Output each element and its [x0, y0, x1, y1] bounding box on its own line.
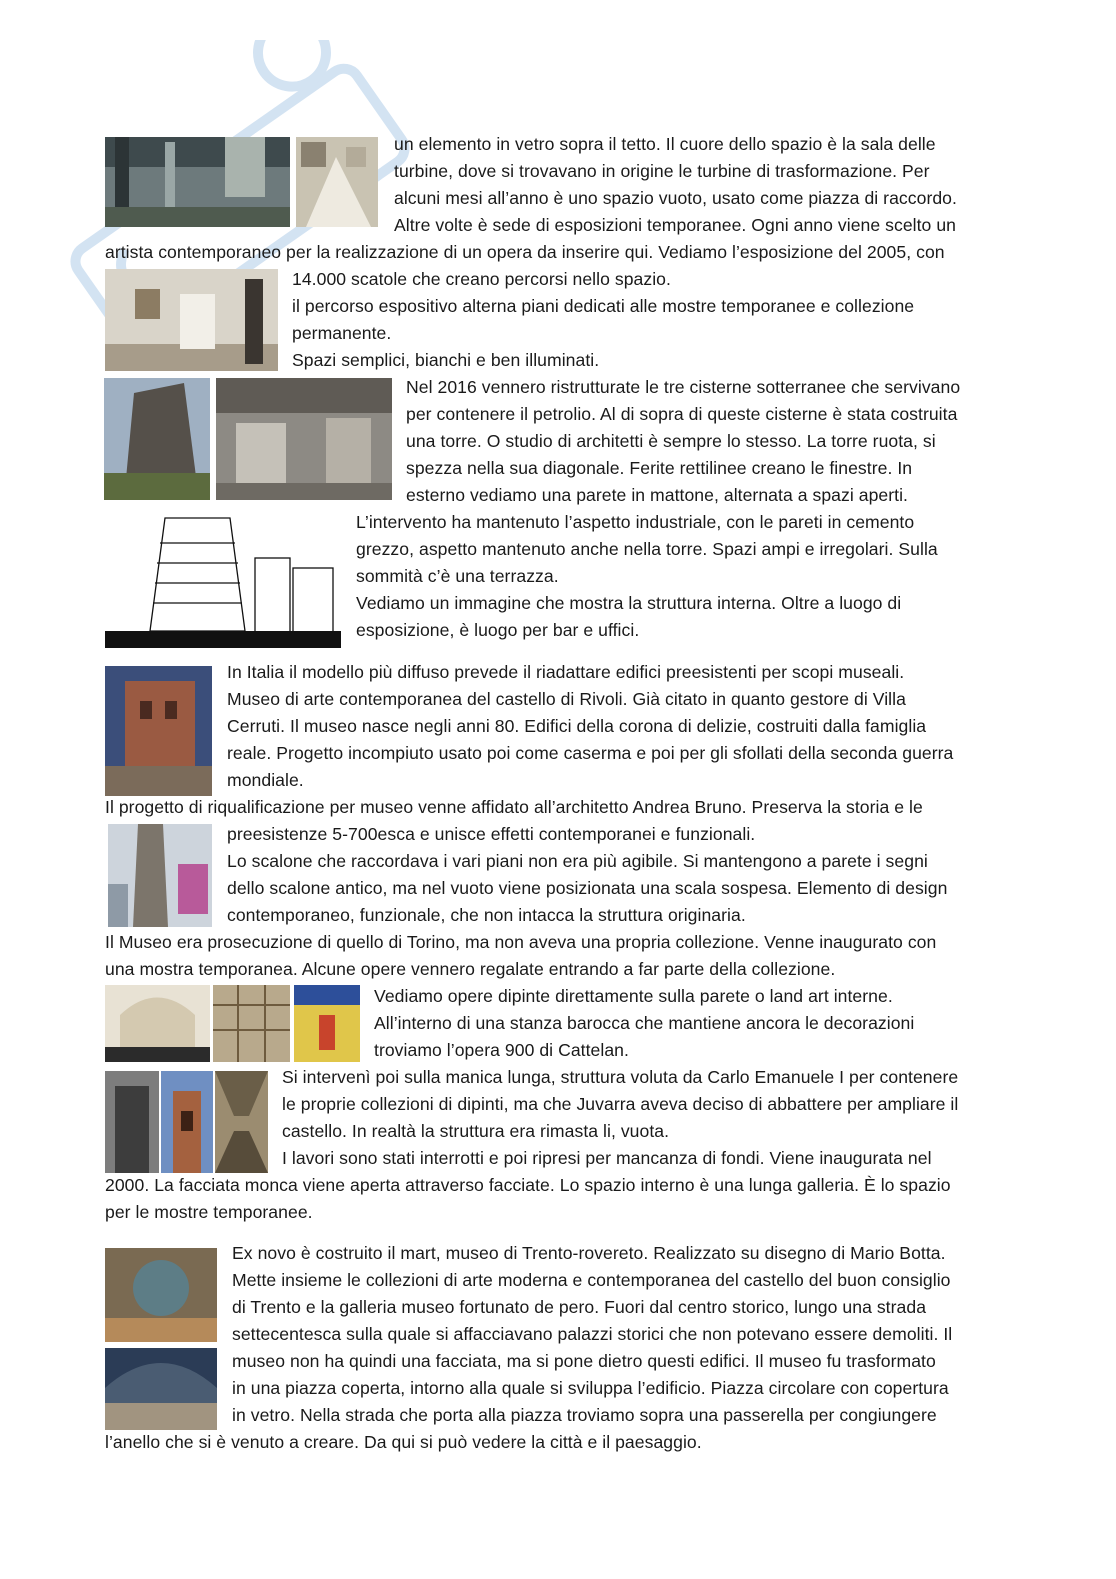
text-line: l’anello che si è venuto a creare. Da qui si può vedere la città e il paesaggio. [105, 1432, 702, 1452]
text-line: il percorso espositivo alterna piani dedicati alle mostre temporanee e collezione [292, 296, 915, 316]
text-line: per contenere il petrolio. Al di sopra di queste cisterne è stata costruita [406, 404, 958, 424]
text-line: Spazi semplici, bianchi e ben illuminati. [292, 350, 600, 370]
manica-lunga-photo-1 [105, 1071, 159, 1173]
text-line: Lo scalone che raccordava i vari piani non era più agibile. Si mantengono a parete i segni [227, 851, 928, 871]
text-line: L’intervento ha mantenuto l’aspetto industriale, con le pareti in cemento [356, 512, 915, 532]
turbine-hall-photo [105, 137, 290, 227]
text-line: le proprie collezioni di dipinti, ma che Juvarra aveva deciso di abbattere per ampliare il [282, 1094, 959, 1114]
text-line: spezza nella sua diagonale. Ferite rettilinee creano le finestre. In [406, 458, 913, 478]
text-line: un elemento in vetro sopra il tetto. Il cuore dello spazio è la sala delle [394, 134, 936, 154]
text-line: Vediamo opere dipinte direttamente sulla parete o land art interne. [374, 986, 893, 1006]
boxes-installation-photo [296, 137, 378, 227]
mart-dome-photo [105, 1348, 217, 1430]
manica-lunga-photo-2 [161, 1071, 213, 1173]
text-line: Il progetto di riqualificazione per museo venne affidato all’architetto Andrea Bruno. Preserva la storia e le [105, 797, 923, 817]
text-line: Vediamo un immagine che mostra la struttura interna. Oltre a luogo di [356, 593, 902, 613]
text-line: in una piazza coperta, intorno alla quale si sviluppa l’edificio. Piazza circolare con copertura [232, 1378, 949, 1398]
text-line: museo non ha quindi una facciata, ma si pone dietro questi edifici. Il museo fu trasformato [232, 1351, 936, 1371]
text-line: I lavori sono stati interrotti e poi ripresi per mancanza di fondi. Viene inaugurata nel [282, 1148, 932, 1168]
text-line: permanente. [292, 323, 392, 343]
text-line: una mostra temporanea. Alcune opere vennero regalate entrando a far parte della collezione. [105, 959, 836, 979]
text-line: Si intervenì poi sulla manica lunga, struttura voluta da Carlo Emanuele I per contenere [282, 1067, 959, 1087]
rivoli-castle-photo [105, 666, 212, 796]
text-line: Ex novo è costruito il mart, museo di Trento-rovereto. Realizzato su disegno di Mario Botta. [232, 1243, 946, 1263]
text-line: esposizione, è luogo per bar e uffici. [356, 620, 640, 640]
text-line: preesistenze 5-700esca e unisce effetti contemporanei e funzionali. [227, 824, 756, 844]
text-line: Museo di arte contemporanea del castello di Rivoli. Già citato in quanto gestore di Villa [227, 689, 906, 709]
baroque-room-photo [105, 985, 210, 1062]
text-line: reale. Progetto incompiuto usato poi come caserma e poi per gli sfollati della seconda guerra [227, 743, 954, 763]
gallery-interior-photo [105, 269, 278, 371]
text-line: castello. In realtà la struttura era rimasta li, vuota. [282, 1121, 670, 1141]
text-line: settecentesca sulla quale si affacciavano palazzi storici che non potevano essere demoliti. Il [232, 1324, 953, 1344]
section-drawing [105, 513, 341, 648]
tower-exterior-photo [104, 378, 210, 500]
text-line: All’interno di una stanza barocca che mantiene ancora le decorazioni [374, 1013, 915, 1033]
text-line: Nel 2016 vennero ristrutturate le tre cisterne sotterranee che servivano [406, 377, 961, 397]
text-line: contemporaneo, funzionale, che non intacca la struttura originaria. [227, 905, 746, 925]
text-line: sommità c’è una terrazza. [356, 566, 559, 586]
text-line: turbine, dove si trovavano in origine le turbine di trasformazione. Per [394, 161, 930, 181]
text-line: Mette insieme le collezioni di arte moderna e contemporanea del castello del buon consiglio [232, 1270, 951, 1290]
text-line: alcuni mesi all’anno è uno spazio vuoto, usato come piazza di raccordo. [394, 188, 957, 208]
tanks-interior-photo [216, 378, 392, 500]
text-line: In Italia il modello più diffuso prevede il riadattare edifici preesistenti per scopi museali. [227, 662, 905, 682]
wall-artwork-photo [213, 985, 290, 1062]
manica-lunga-photo-3 [215, 1071, 268, 1173]
text-line: mondiale. [227, 770, 304, 790]
text-line: 14.000 scatole che creano percorsi nello spazio. [292, 269, 671, 289]
text-line: troviamo l’opera 900 di Cattelan. [374, 1040, 629, 1060]
text-line: dello scalone antico, ma nel vuoto viene posizionata una scala sospesa. Elemento di design [227, 878, 948, 898]
text-line: una torre. O studio di architetti è sempre lo stesso. La torre ruota, si [406, 431, 936, 451]
colored-room-photo [294, 985, 360, 1062]
mart-aerial-photo [105, 1248, 217, 1342]
text-line: in vetro. Nella strada che porta alla piazza troviamo sopra una passerella per congiungere [232, 1405, 937, 1425]
text-line: esterno vediamo una parete in mattone, alternata a spazi aperti. [406, 485, 908, 505]
text-line: Cerruti. Il museo nasce negli anni 80. Edifici della corona di delizie, costruiti dalla famiglia [227, 716, 927, 736]
text-line: grezzo, aspetto mantenuto anche nella torre. Spazi ampi e irregolari. Sulla [356, 539, 938, 559]
suspended-staircase-photo [108, 824, 212, 927]
text-line: artista contemporaneo per la realizzazione di un opera da inserire qui. Vediamo l’esposizione del 2005, con [105, 242, 945, 262]
text-line: di Trento e la galleria museo fortunato de pero. Fuori dal centro storico, lungo una strada [232, 1297, 927, 1317]
text-line: Altre volte è sede di esposizioni temporanee. Ogni anno viene scelto un [394, 215, 957, 235]
text-line: per le mostre temporanee. [105, 1202, 313, 1222]
text-line: 2000. La facciata monca viene aperta attraverso facciate. Lo spazio interno è una lunga galleria. È lo spazio [105, 1175, 951, 1195]
text-line: Il Museo era prosecuzione di quello di Torino, ma non aveva una propria collezione. Venne inaugurato con [105, 932, 937, 952]
